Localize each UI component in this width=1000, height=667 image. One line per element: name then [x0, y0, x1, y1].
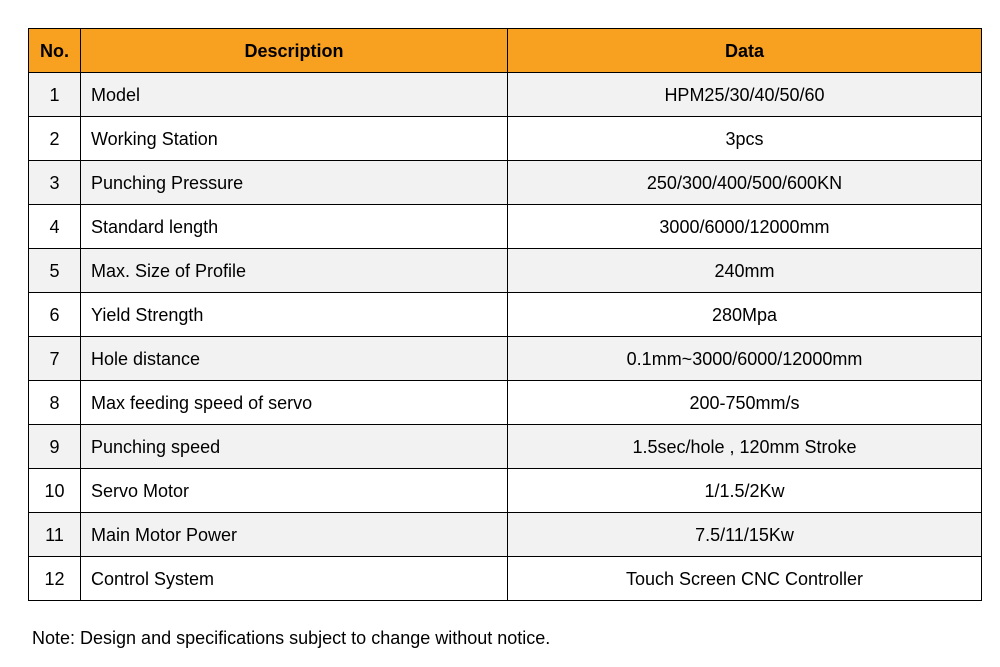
row-number: 1: [29, 73, 81, 117]
row-number: 8: [29, 381, 81, 425]
row-number: 10: [29, 469, 81, 513]
row-description: Model: [81, 73, 508, 117]
row-data: 0.1mm~3000/6000/12000mm: [508, 337, 982, 381]
row-description: Working Station: [81, 117, 508, 161]
row-description: Max. Size of Profile: [81, 249, 508, 293]
row-number: 6: [29, 293, 81, 337]
row-description: Punching speed: [81, 425, 508, 469]
table-row: [29, 161, 982, 205]
table-row: [29, 293, 982, 337]
table-row: [29, 73, 982, 117]
row-data: 250/300/400/500/600KN: [508, 161, 982, 205]
table-header-row: [29, 29, 982, 73]
row-data: HPM25/30/40/50/60: [508, 73, 982, 117]
row-description: Hole distance: [81, 337, 508, 381]
row-description: Control System: [81, 557, 508, 601]
row-data: 1/1.5/2Kw: [508, 469, 982, 513]
row-data: 3000/6000/12000mm: [508, 205, 982, 249]
header-data: Data: [508, 29, 982, 73]
row-number: 5: [29, 249, 81, 293]
row-description: Main Motor Power: [81, 513, 508, 557]
table-row: [29, 425, 982, 469]
row-data: 280Mpa: [508, 293, 982, 337]
row-number: 12: [29, 557, 81, 601]
row-data: 200-750mm/s: [508, 381, 982, 425]
row-number: 4: [29, 205, 81, 249]
table-row: [29, 381, 982, 425]
row-data: 7.5/11/15Kw: [508, 513, 982, 557]
table-row: [29, 117, 982, 161]
row-number: 3: [29, 161, 81, 205]
row-number: 2: [29, 117, 81, 161]
row-data: 1.5sec/hole , 120mm Stroke: [508, 425, 982, 469]
table-row: [29, 557, 982, 601]
row-number: 9: [29, 425, 81, 469]
table-row: [29, 249, 982, 293]
table-row: [29, 337, 982, 381]
row-description: Max feeding speed of servo: [81, 381, 508, 425]
row-description: Servo Motor: [81, 469, 508, 513]
row-data: 240mm: [508, 249, 982, 293]
row-description: Yield Strength: [81, 293, 508, 337]
row-description: Standard length: [81, 205, 508, 249]
table-row: [29, 469, 982, 513]
row-number: 7: [29, 337, 81, 381]
footnote: Note: Design and specifications subject to change without notice.: [32, 628, 551, 648]
row-description: Punching Pressure: [81, 161, 508, 205]
spec-table: [28, 28, 982, 601]
table-row: [29, 513, 982, 557]
header-description: Description: [81, 29, 508, 73]
header-no: No.: [29, 29, 81, 73]
row-data: Touch Screen CNC Controller: [508, 557, 982, 601]
table-row: [29, 205, 982, 249]
row-number: 11: [29, 513, 81, 557]
row-data: 3pcs: [508, 117, 982, 161]
